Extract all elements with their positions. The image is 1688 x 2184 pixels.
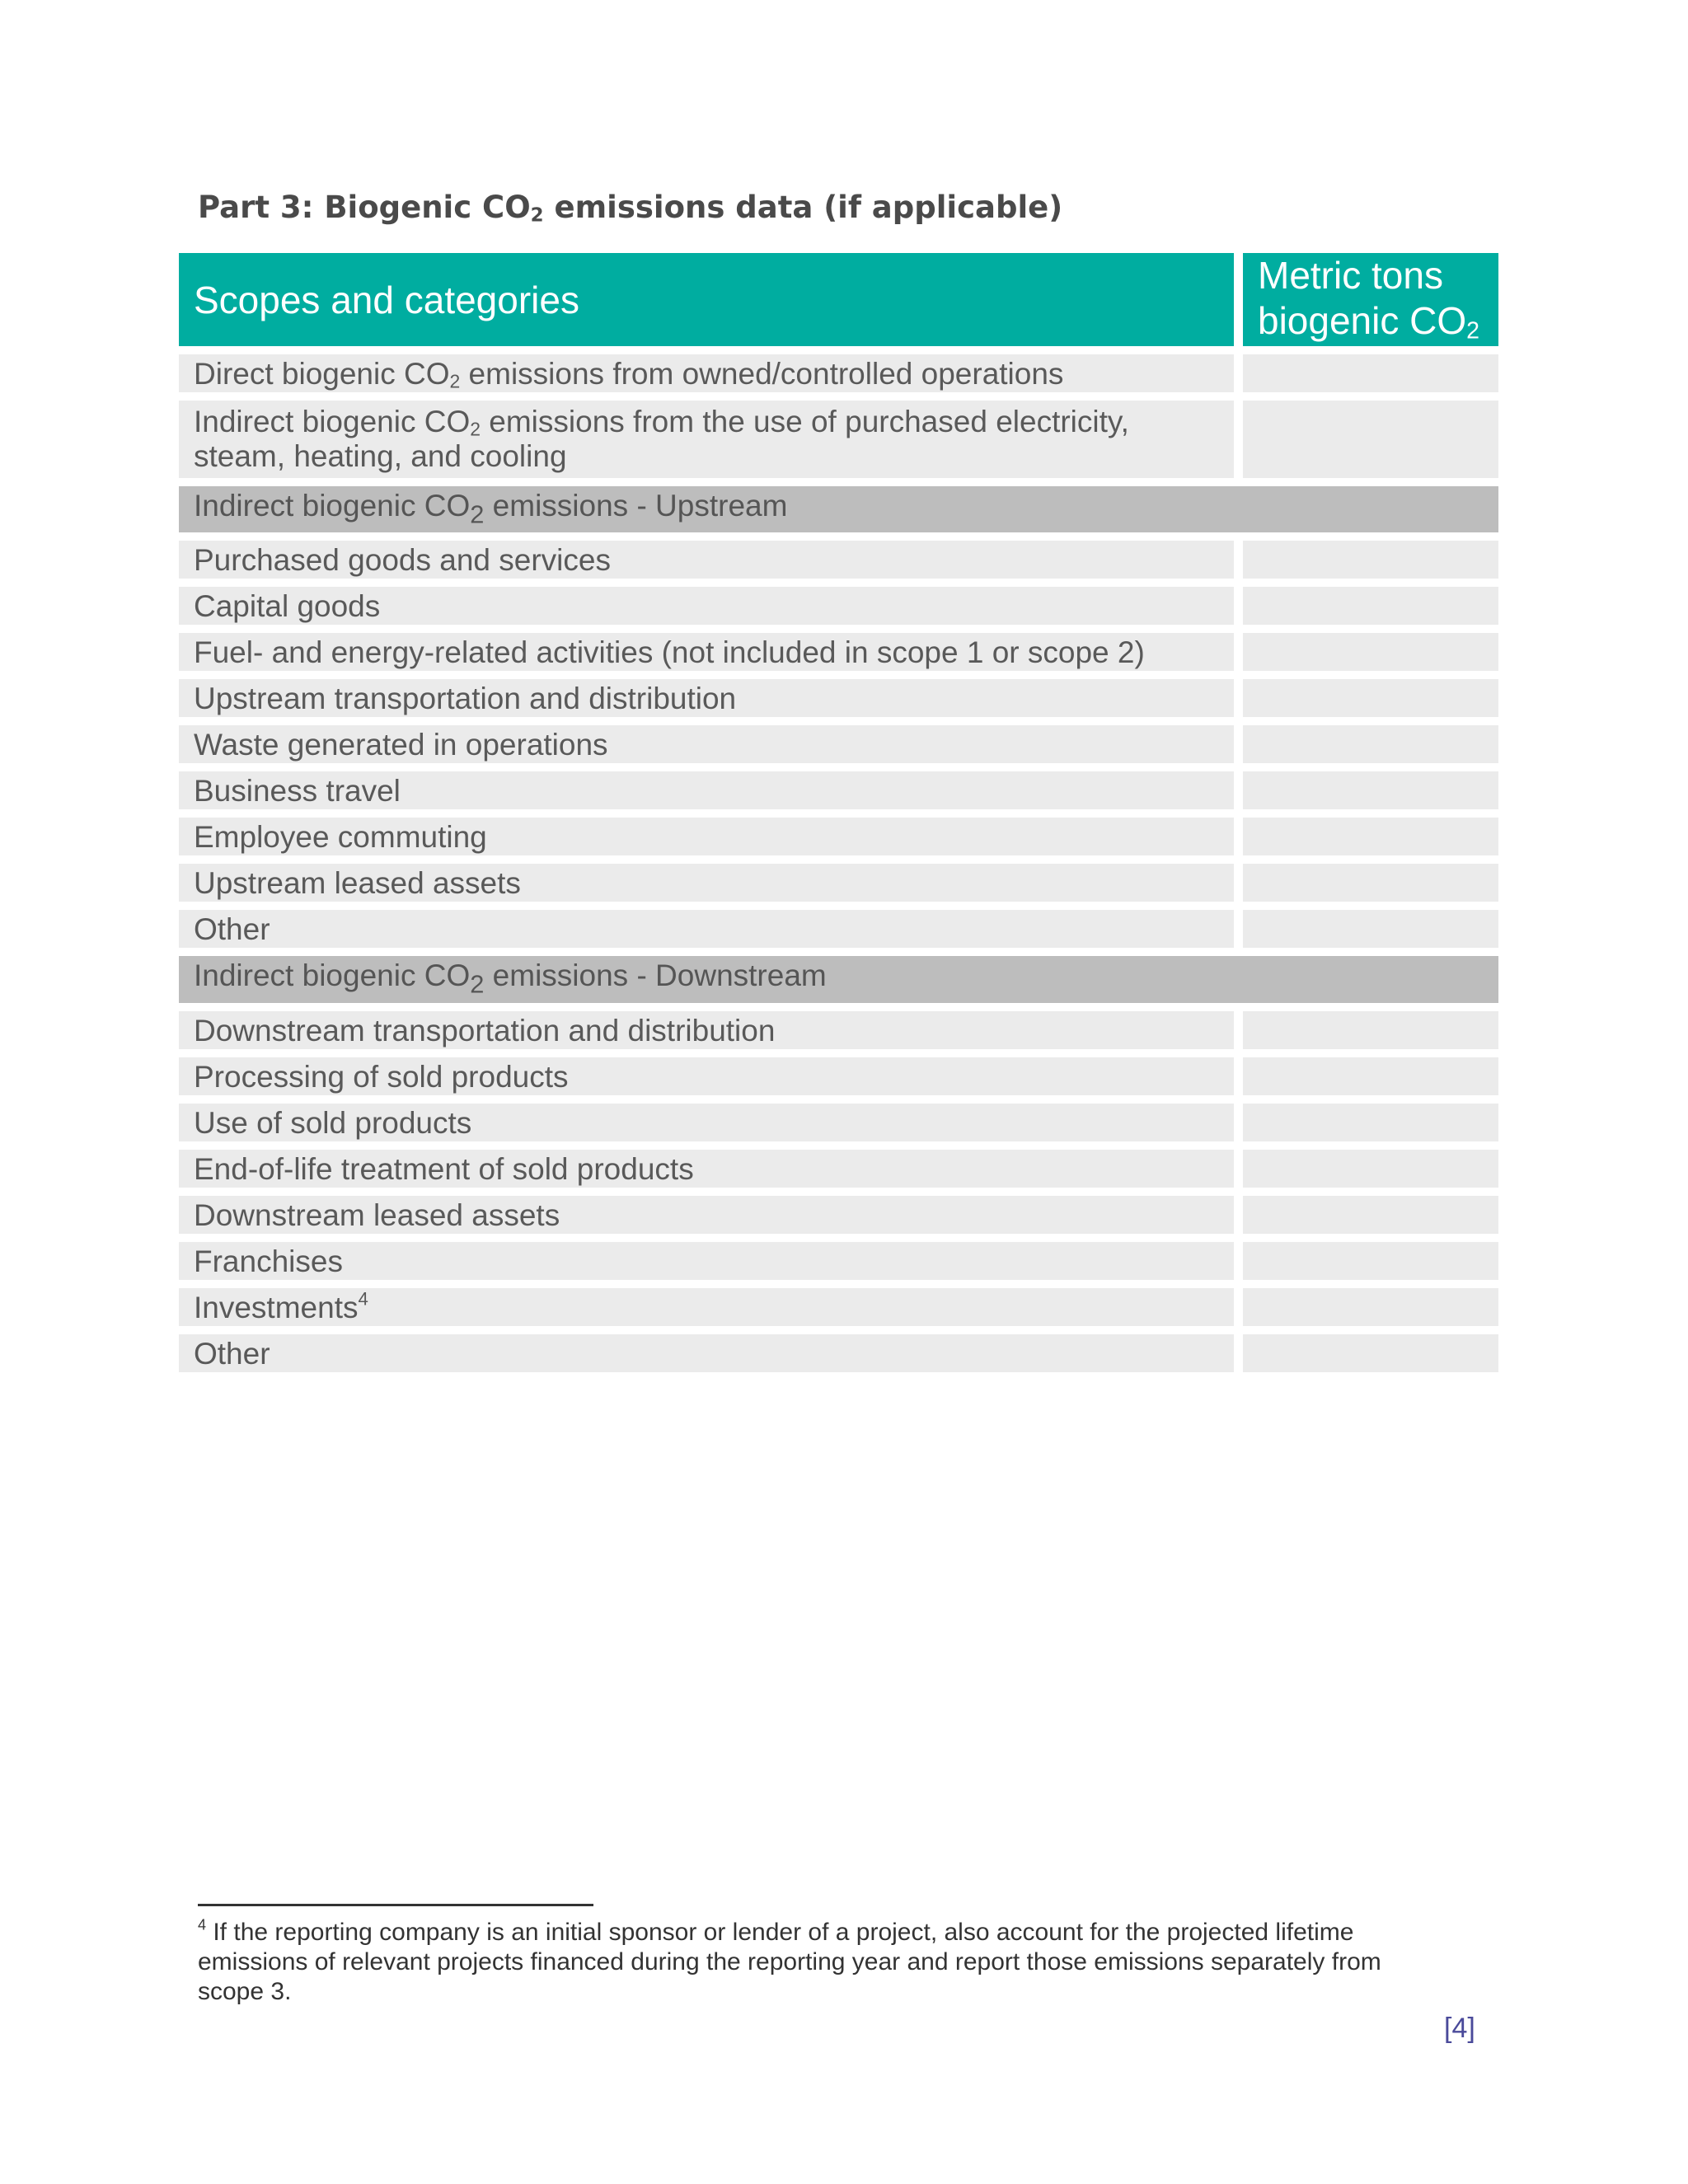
value-input-cell[interactable]: [1243, 725, 1498, 763]
row-label: Business travel: [179, 771, 1234, 809]
value-input-cell[interactable]: [1243, 1196, 1498, 1234]
table-row: [179, 771, 1498, 809]
table-row: [179, 401, 1498, 478]
emissions-table: [179, 253, 1498, 1380]
row-label: Processing of sold products: [179, 1057, 1234, 1095]
value-input-cell[interactable]: [1243, 1057, 1498, 1095]
value-input-cell[interactable]: [1243, 1288, 1498, 1326]
value-input-cell[interactable]: [1243, 633, 1498, 671]
row-label: Upstream leased assets: [179, 864, 1234, 902]
value-input-cell[interactable]: [1243, 818, 1498, 855]
row-label: Capital goods: [179, 587, 1234, 625]
value-input-cell[interactable]: [1243, 679, 1498, 717]
row-label: Upstream transportation and distribution: [179, 679, 1234, 717]
value-input-cell[interactable]: [1243, 1150, 1498, 1188]
value-input-cell[interactable]: [1243, 1334, 1498, 1372]
table-row: [179, 1057, 1498, 1095]
row-label: Other: [179, 1334, 1234, 1372]
value-input-cell[interactable]: [1243, 1011, 1498, 1049]
page-number: [4]: [1444, 2013, 1475, 2044]
table-row: [179, 354, 1498, 392]
table-row: [179, 1104, 1498, 1141]
section-row-downstream: [179, 956, 1498, 1002]
table-row: [179, 910, 1498, 948]
value-input-cell[interactable]: [1243, 354, 1498, 392]
footnote-divider: [198, 1904, 593, 1906]
table-row: [179, 541, 1498, 579]
row-label: Purchased goods and services: [179, 541, 1234, 579]
section-row-upstream: [179, 486, 1498, 532]
footnote: $^4$ If the reporting company is an initial sponsor or lender of a project, also account for the projected lifetime emissions of relevant projects financed during the reporting year and report those emissions separately from scope 3.: [198, 1916, 1381, 2005]
row-label: Franchises: [179, 1242, 1234, 1280]
table-row: [179, 1334, 1498, 1372]
table-header-row: [179, 253, 1498, 346]
table-row: [179, 1288, 1498, 1326]
table-row: [179, 818, 1498, 855]
row-label: Other: [179, 910, 1234, 948]
value-input-cell[interactable]: [1243, 864, 1498, 902]
table-row: [179, 1150, 1498, 1188]
header-metric-tons: Metric tons biogenic $CO_2$: [1243, 253, 1498, 346]
section-heading: Part 3: Biogenic $CO_2$ emissions data (if applicable): [198, 190, 1063, 227]
value-input-cell[interactable]: [1243, 401, 1498, 478]
row-label: End-of-life treatment of sold products: [179, 1150, 1234, 1188]
header-scopes-and-categories: Scopes and categories: [179, 253, 1234, 346]
table-row: [179, 679, 1498, 717]
footnote-reference[interactable]: 4: [358, 1288, 368, 1310]
value-input-cell[interactable]: [1243, 1104, 1498, 1141]
row-label-investments: Investments$^4$: [179, 1288, 1234, 1326]
row-label: Use of sold products: [179, 1104, 1234, 1141]
row-label-direct: Direct biogenic $CO_2$ emissions from owned/controlled operations: [179, 354, 1234, 392]
section-label-upstream: Indirect biogenic $CO_2$ emissions - Upstream: [179, 486, 1498, 532]
row-label-indirect-purchased: Indirect biogenic $CO_2$ emissions from the use of purchased electricity, steam, heating, and cooling: [179, 401, 1234, 478]
row-label: Waste generated in operations: [179, 725, 1234, 763]
table-row: [179, 1011, 1498, 1049]
value-input-cell[interactable]: [1243, 1242, 1498, 1280]
table-row: [179, 725, 1498, 763]
table-row: [179, 587, 1498, 625]
row-label: Downstream transportation and distribution: [179, 1011, 1234, 1049]
value-input-cell[interactable]: [1243, 910, 1498, 948]
value-input-cell[interactable]: [1243, 541, 1498, 579]
value-input-cell[interactable]: [1243, 587, 1498, 625]
row-label: Downstream leased assets: [179, 1196, 1234, 1234]
table-row: [179, 633, 1498, 671]
row-label: Fuel- and energy-related activities (not included in scope 1 or scope 2): [179, 633, 1234, 671]
table-row: [179, 1242, 1498, 1280]
table-row: [179, 864, 1498, 902]
table-row: [179, 1196, 1498, 1234]
row-label: Employee commuting: [179, 818, 1234, 855]
section-label-downstream: Indirect biogenic $CO_2$ emissions - Downstream: [179, 956, 1498, 1002]
value-input-cell[interactable]: [1243, 771, 1498, 809]
